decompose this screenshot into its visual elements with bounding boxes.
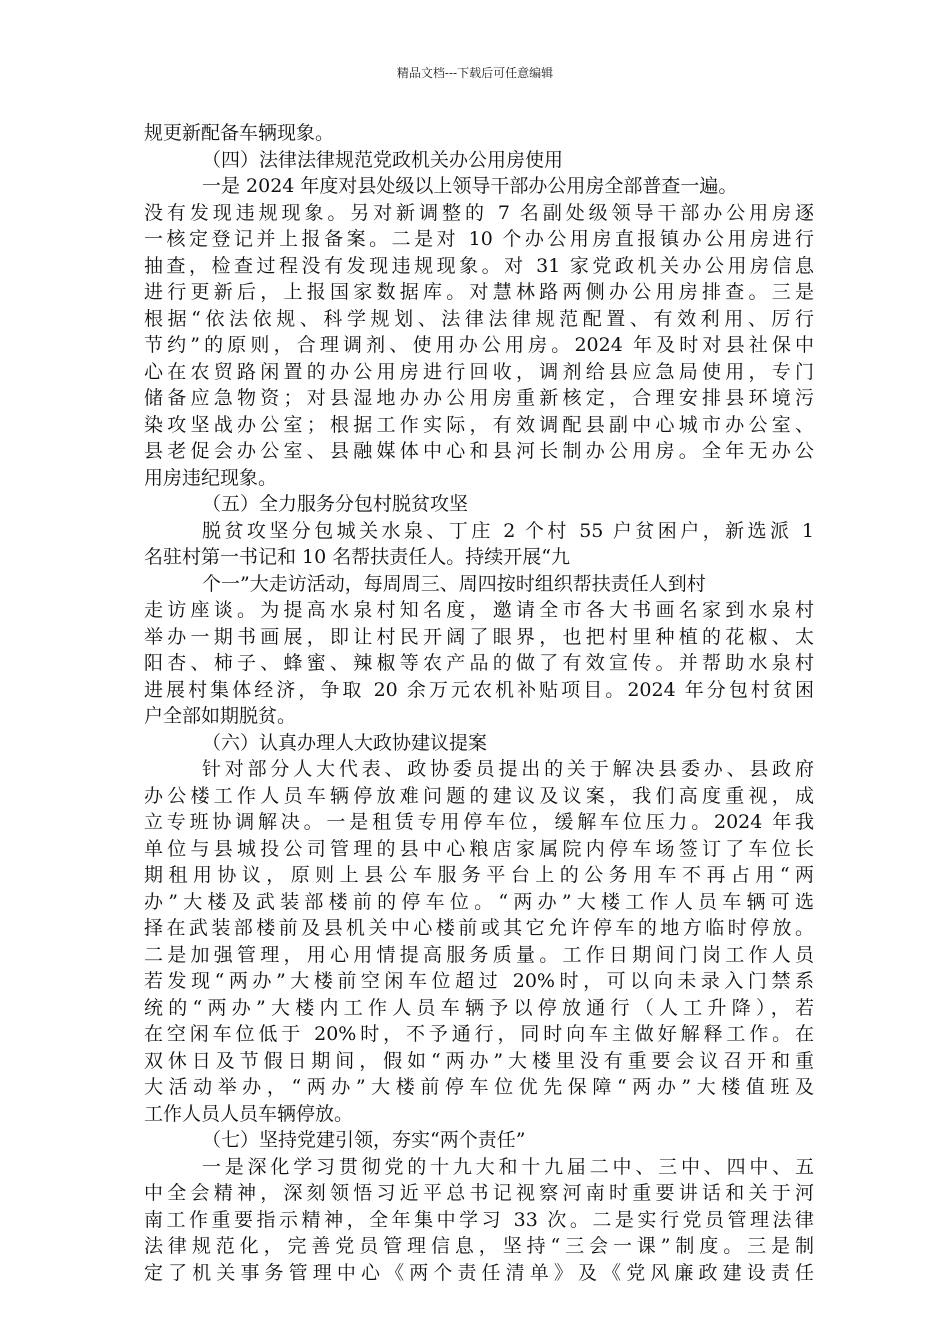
text-line: 个一”大走访活动，每周周三、周四按时组织帮扶责任人到村 (202, 572, 706, 595)
text-line: 用房违纪现象。 (144, 466, 278, 489)
text-line: 举办一期书画展，即让村民开阔了眼界，也把村里种植的花椒、太 (144, 625, 814, 648)
text-line: 户全部如期脱贫。 (144, 705, 297, 727)
text-line: 脱贫攻坚分包城关水泉、丁庄 2 个村 55 户贫困户，新选派 1 (202, 519, 814, 542)
text-line: 办”大楼及武装部楼前的停车位。“两办”大楼工作人员车辆可选 (144, 890, 814, 913)
text-line: 根据“依法依规、科学规划、法律法律规范配置、有效利用、厉行 (144, 307, 814, 330)
text-line: 一是 2024 年度对县处级以上领导干部办公用房全部普查一遍。 (202, 175, 738, 197)
text-line: 单位与县城投公司管理的县中心粮店家属院内停车场签订了车位长 (144, 837, 814, 860)
text-line: 择在武装部楼前及县机关中心楼前或其它允许停车的地方临时停放。 (144, 917, 814, 939)
text-line: 染攻坚战办公室；根据工作实际，有效调配县副中心城市办公室、 (144, 413, 814, 436)
text-line: 名驻村第一书记和 10 名帮扶责任人。持续开展“九 (144, 546, 570, 568)
section-heading: （七）坚持党建引领，夯实“两个责任” (202, 1129, 526, 1151)
text-line: 走访座谈。为提高水泉村知名度，邀请全市各大书画名家到水泉村 (144, 599, 814, 621)
text-line: 一核定登记并上报备案。二是对 10 个办公用房直报镇办公用房进行 (144, 228, 814, 250)
text-line: 进展村集体经济，争取 20 余万元农机补贴项目。2024 年分包村贫困 (144, 678, 814, 701)
text-line: 节约”的原则，合理调剂、使用办公用房。2024 年及时对县社保中 (144, 334, 814, 356)
text-line: 中全会精神，深刻领悟习近平总书记视察河南时重要讲话和关于河 (144, 1182, 814, 1204)
text-line: 大活动举办，“两办”大楼前停车位优先保障“两办”大楼值班及 (144, 1076, 814, 1098)
section-heading: （五）全力服务分包村脱贫攻坚 (202, 493, 469, 515)
section-heading: （四）法律法律规范党政机关办公用房使用 (202, 148, 564, 171)
text-line: 进行更新后，上报国家数据库。对慧林路两侧办公用房排查。三是 (144, 281, 814, 303)
text-line: 工作人员人员车辆停放。 (144, 1102, 354, 1125)
text-line: 期租用协议，原则上县公车服务平台上的公务用车不再占用“两 (144, 864, 814, 886)
text-line: 南工作重要指示精神，全年集中学习 33 次。二是实行党员管理法律 (144, 1208, 814, 1231)
text-line: 立专班协调解决。一是租赁专用停车位，缓解车位压力。2024 年我 (144, 811, 814, 833)
text-line: 阳杏、柿子、蜂蜜、辣椒等农产品的做了有效宣传。并帮助水泉村 (144, 652, 814, 674)
text-line: 法律规范化，完善党员管理信息，坚持“三会一课”制度。三是制 (144, 1235, 814, 1257)
page-header: 精品文档---下载后可任意编辑 (396, 66, 554, 80)
text-line: 心在农贸路闲置的办公用房进行回收，调剂给县应急局使用，专门 (144, 360, 814, 383)
text-line: 二是加强管理，用心用情提高服务质量。工作日期间门岗工作人员 (144, 943, 814, 966)
document-body (144, 120, 814, 1286)
text-line: 办公楼工作人员车辆停放难问题的建议及议案，我们高度重视，成 (144, 784, 814, 807)
text-line: 储备应急物资；对县湿地办办公用房重新核定，合理安排县环境污 (144, 387, 814, 409)
text-line: 若发现“两办”大楼前空闲车位超过 20%时，可以向未录入门禁系 (144, 970, 814, 992)
text-line: 抽查，检查过程没有发现违规现象。对 31 家党政机关办公用房信息 (144, 254, 814, 277)
text-line: 没有发现违规现象。另对新调整的 7 名副处级领导干部办公用房逐 (144, 201, 814, 224)
text-line: 县老促会办公室、县融媒体中心和县河长制办公用房。全年无办公 (144, 440, 814, 462)
section-heading: （六）认真办理人大政协建议提案 (202, 731, 488, 754)
text-line: 在空闲车位低于 20%时，不予通行，同时向车主做好解释工作。在 (144, 1023, 814, 1045)
text-line: 双休日及节假日期间，假如“两办”大楼里没有重要会议召开和重 (144, 1049, 814, 1072)
text-line: 规更新配备车辆现象。 (144, 122, 335, 144)
text-line: 针对部分人大代表、政协委员提出的关于解决县委办、县政府 (202, 758, 814, 780)
text-line: 定了机关事务管理中心《两个责任清单》及《党风廉政建设责任 (144, 1261, 814, 1284)
text-line: 统的“两办”大楼内工作人员车辆予以停放通行（人工升降），若 (144, 996, 814, 1019)
text-line: 一是深化学习贯彻党的十九大和十九届二中、三中、四中、五 (202, 1155, 814, 1178)
